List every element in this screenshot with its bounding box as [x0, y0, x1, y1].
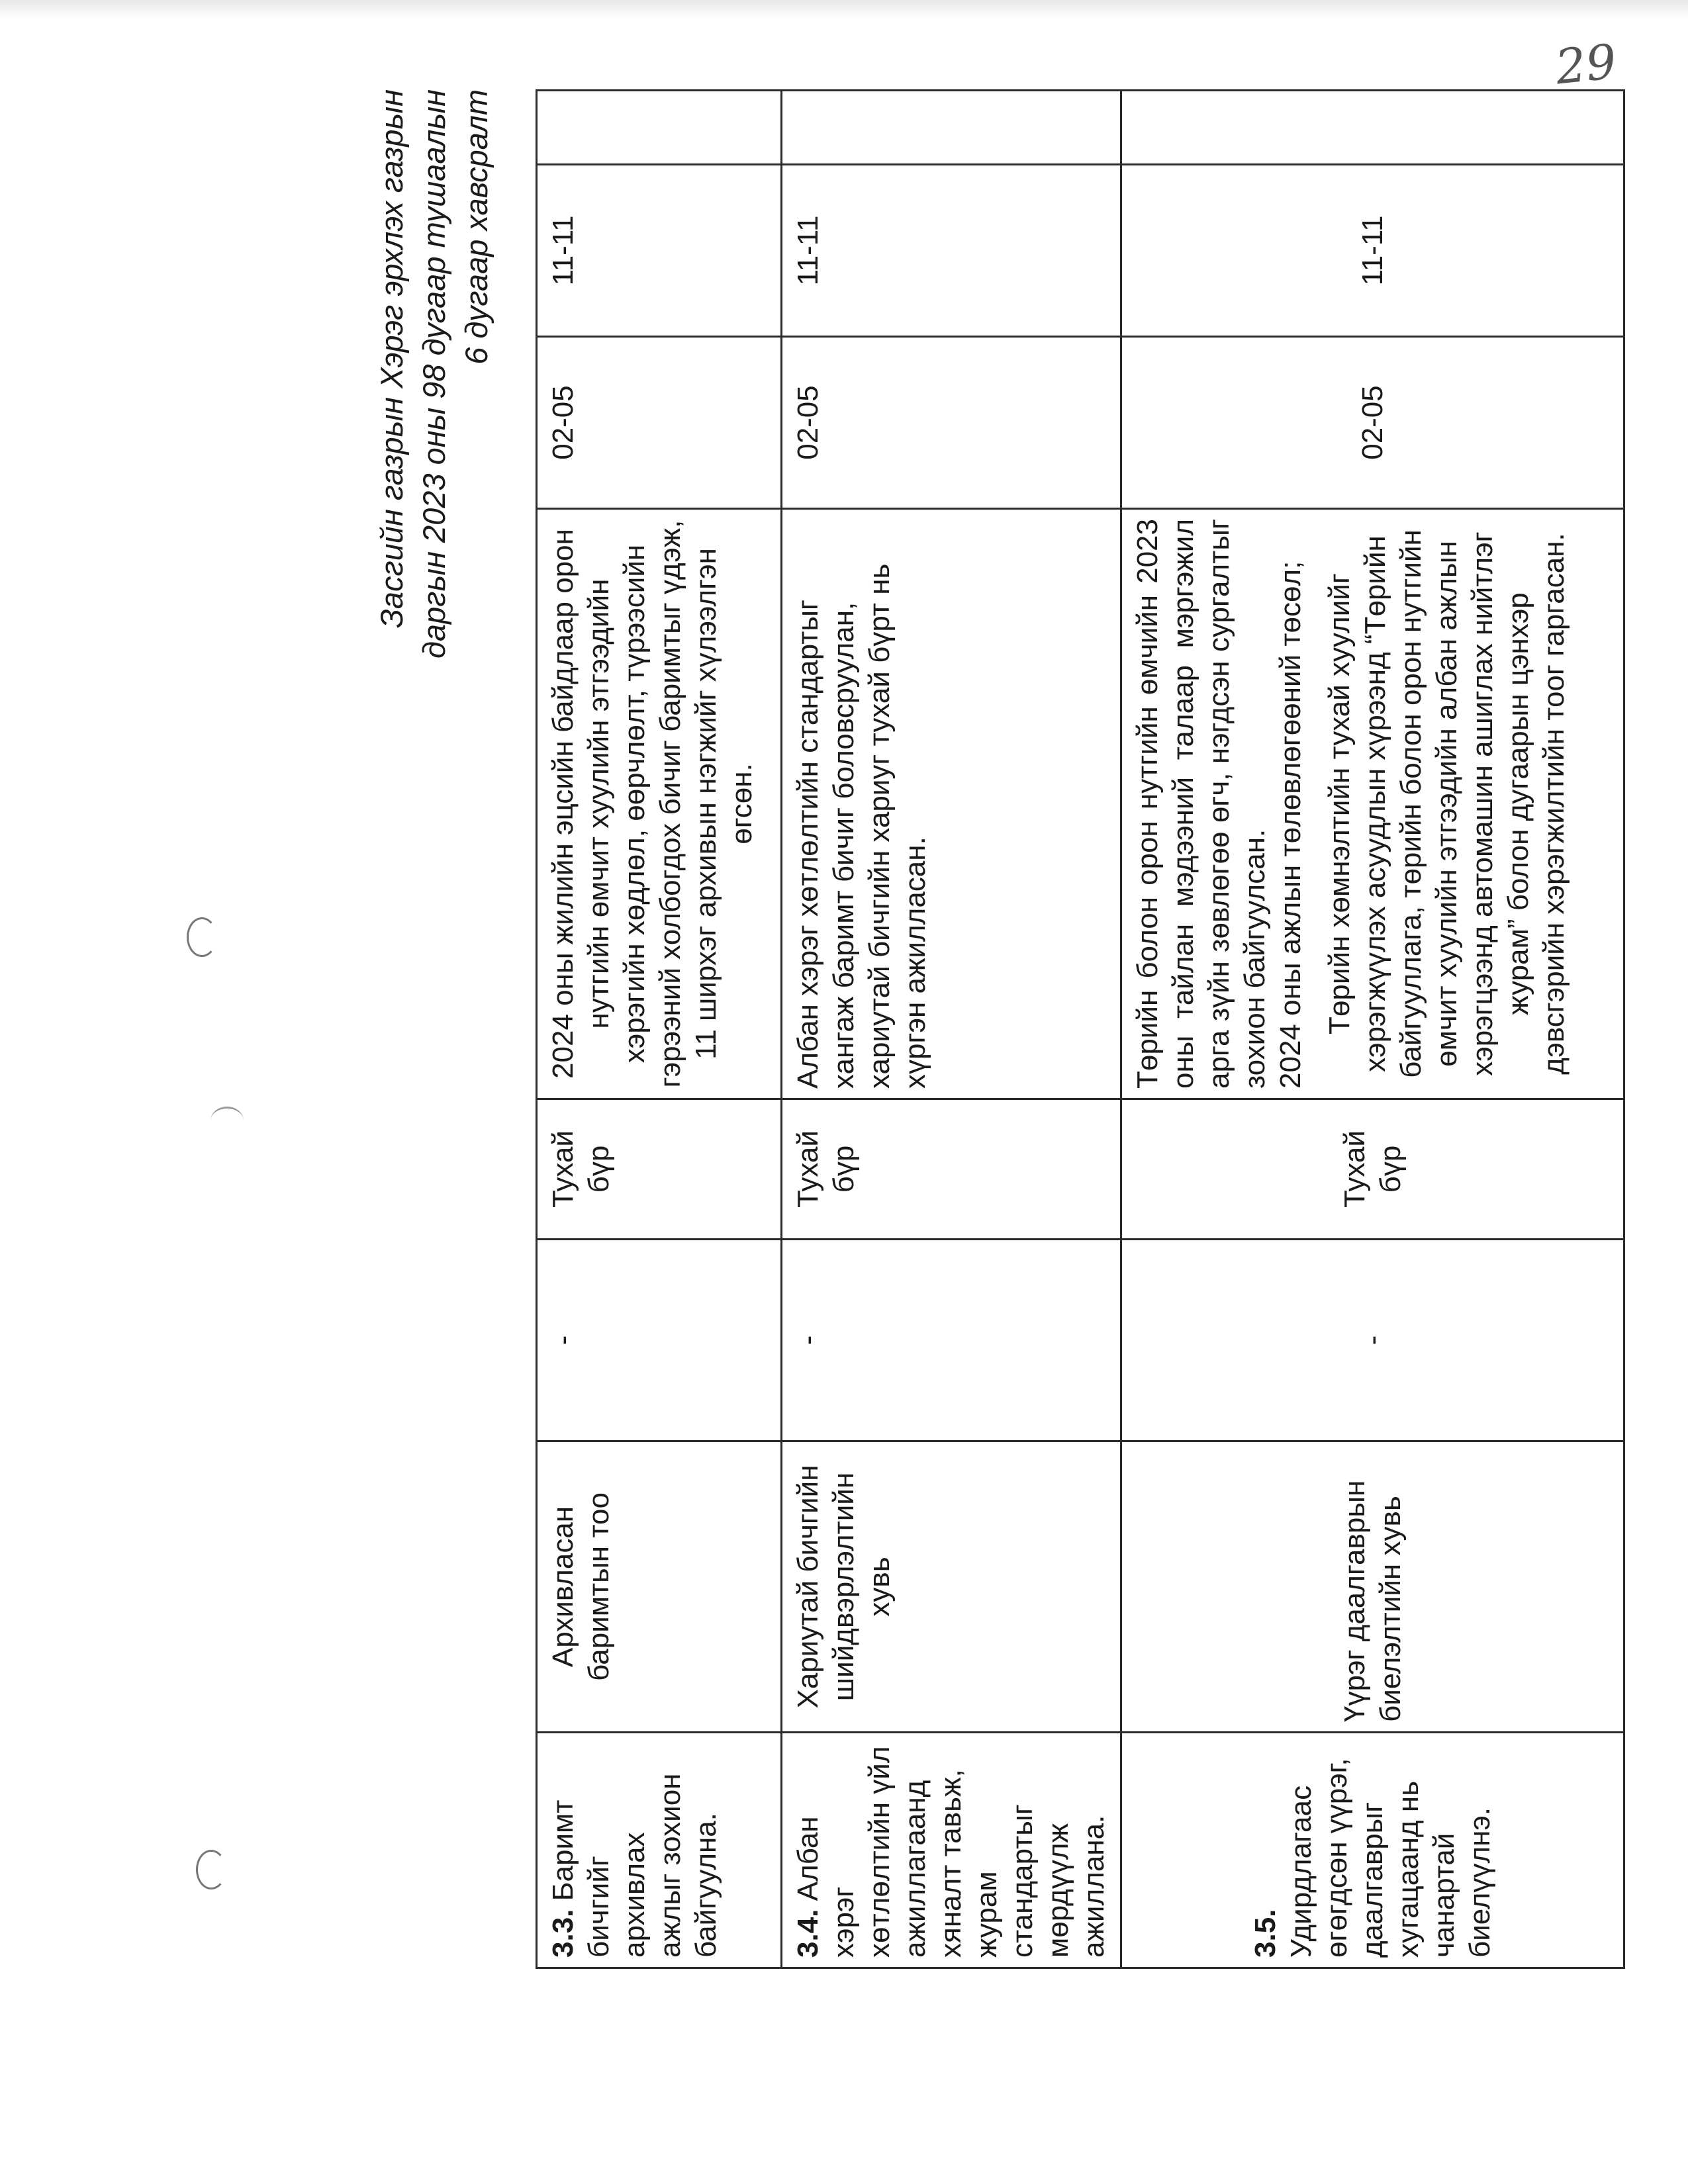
appendix-header-line: даргын 2023 оны 98 дугаар тушаалын — [416, 89, 451, 659]
table-row — [782, 91, 1121, 1968]
baseline-cell: - — [1121, 1240, 1624, 1441]
goal-cell — [537, 1733, 782, 1968]
handwritten-page-number: 29 — [1552, 33, 1619, 95]
goal-text: Баримт бичгийг архивлах ажлыг зохион байгуулна. — [547, 1773, 722, 1958]
goal-number: 3.5. — [1248, 1909, 1282, 1958]
goal-text: Албан хэрэг хөтлөлтийн үйл ажиллагаанд хяналт тавьж, журам стандартыг мөрдүүлж ажиллана. — [792, 1746, 1110, 1958]
end-date-cell: 11-11 — [537, 165, 782, 337]
result-paragraph: Төрийн болон орон нутгийн өмчийн 2023 оны тайлан мэдээний талаар мэргэжил арга зүйн зөвлөгөө өгч, нэгдсэн сургалтыг зохион байгуулсан. — [1131, 519, 1271, 1089]
result-cell — [1121, 509, 1624, 1099]
result-cell: 2024 оны жилийн эцсийн байдлаар орон нутгийн өмчит хуулийн этгээдийн хэрэгийн хөдлөл, өөрчлөлт, түрээсийн гэрээний холбогдох бичиг баримтыг үдэж, 11 ширхэг архивын нэгжийг хүлээлгэн өгсөн. — [537, 509, 782, 1099]
blank-cell — [782, 91, 1121, 165]
indicator-cell: Архивласан баримтын тоо — [537, 1441, 782, 1733]
goal-text: Удирдлагаас өгөгдсөн үүрэг, даалгаврыг хугацаанд нь чанартай биелүүлнэ. — [1284, 1758, 1496, 1958]
result-paragraph: Төрийн хөмнэлтийн тухай хуулийг хэрэгжүүлэх асуудлын хүрээнд “Төрийн байгууллага, төрийн болон орон нутгийн өмчит хуулийн этгээдийн албан ажлын хэрэгцээнд автомашин ашиглах нийтлэг журам” болон дугаарын цэнхэр дэвсгэрийн хэрэгжилтийн тоог гаргасан. — [1323, 529, 1570, 1078]
goal-number: 3.4. — [792, 1909, 824, 1958]
baseline-cell: - — [537, 1240, 782, 1441]
punch-hole-mark — [187, 917, 217, 957]
result-paragraph: 2024 оны ажлын төлөвлөгөөний төсөл; — [1274, 561, 1307, 1089]
indicator-cell: Үүрэг даалгаврын биелэлтийн хувь — [1121, 1441, 1624, 1733]
end-date-cell: 11-11 — [782, 165, 1121, 337]
action-plan-table — [536, 89, 1625, 1969]
category-cell: Тухай бүр — [1121, 1099, 1624, 1240]
blank-cell — [1121, 91, 1624, 165]
goal-cell — [1121, 1733, 1624, 1968]
start-date-cell: 02-05 — [537, 337, 782, 509]
category-cell: Тухай бүр — [782, 1099, 1121, 1240]
scan-smudge — [211, 1107, 244, 1135]
table-row — [537, 91, 782, 1968]
appendix-header-line: Засгийн газрын Хэрэг эрхлэх газрын — [374, 89, 409, 629]
start-date-cell: 02-05 — [782, 337, 1121, 509]
appendix-header — [371, 89, 523, 1347]
start-date-cell: 02-05 — [1121, 337, 1624, 509]
scan-edge — [0, 0, 1688, 19]
indicator-cell: Хариутай бичгийн шийдвэрлэлтийн хувь — [782, 1441, 1121, 1733]
appendix-header-line: 6 дугаар хавсралт — [459, 89, 494, 365]
punch-hole-mark — [196, 1850, 226, 1889]
baseline-cell: - — [782, 1240, 1121, 1441]
blank-cell — [537, 91, 782, 165]
goal-number: 3.3. — [547, 1909, 579, 1958]
table-row — [1121, 91, 1624, 1968]
goal-cell — [782, 1733, 1121, 1968]
rotated-document — [371, 89, 1688, 1969]
end-date-cell: 11-11 — [1121, 165, 1624, 337]
result-cell: Албан хэрэг хөтлөлтийн стандартыг хангаж баримт бичиг боловсруулан, хариутай бичгийн хариуг тухай бүрт нь хүргэн ажилласан. — [782, 509, 1121, 1099]
category-cell: Тухай бүр — [537, 1099, 782, 1240]
